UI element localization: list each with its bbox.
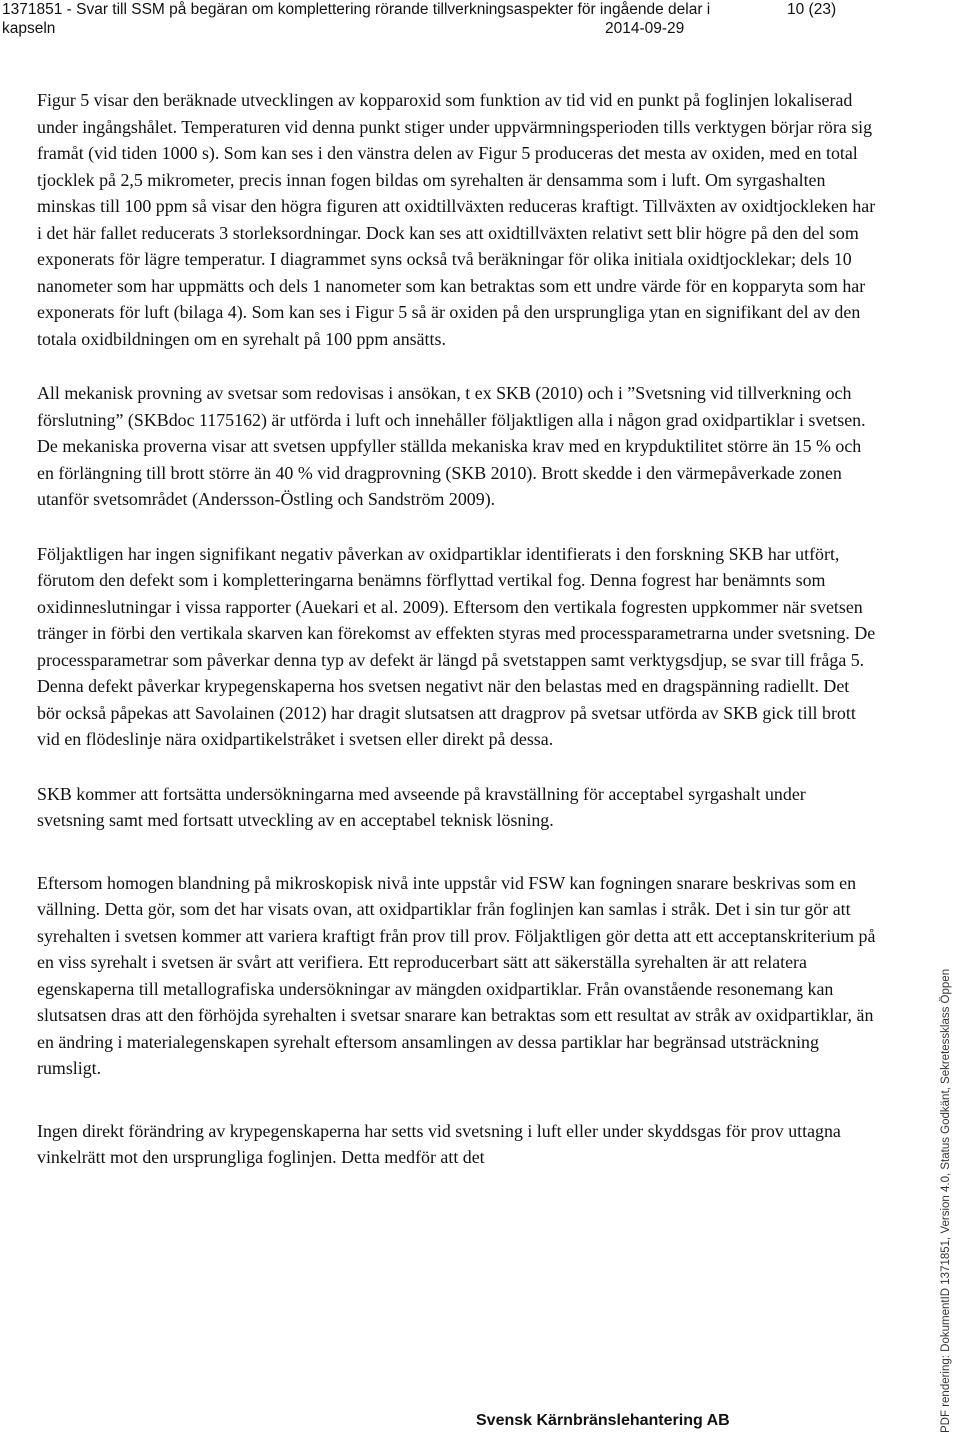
paragraph: All mekanisk provning av svetsar som redovisas i ansökan, t ex SKB (2010) och i ”Svetsning vid tillverkning och förslutning” (SKBdoc 1175162) är utförda i luft och innehåller följaktligen alla i någon grad oxidpartiklar i svetsen. De mekaniska proverna visar att svetsen uppfyller ställda mekaniska krav med en krypduktilitet större än 15 % och en förlängning till brott större än 40 % vid dragprovning (SKB 2010). Brott skedde i den värmepåverkade zonen utanför svetsområdet (Andersson-Östling och Sandström 2009). [37,383,866,509]
page-footer: Svensk Kärnbränslehantering AB [476,1412,730,1429]
paragraph: Ingen direkt förändring av krypegenskaperna har setts vid svetsning i luft eller under skyddsgas för prov uttagna vinkelrätt mot den ursprungliga foglinjen. Detta medför att det [37,1120,841,1167]
paragraph: Följaktligen har ingen signifikant negativ påverkan av oxidpartiklar identifierats i den forskning SKB har utfört, förutom den defekt som i kompletteringarna benämns förflyttad vertikal fog. Denna fogrest har benämnts som oxidinneslutningar i vissa rapporter (Auekari et al. 2009). Eftersom den vertikala fogresten uppkommer när svetsen tränger in förbi den vertikala skarven kan förekomst av effekten styras med processparametrarna under svetsning. De processparametrar som påverkar denna typ av defekt är längd på svetstappen samt verktygsdjup, se svar till fråga 5. Denna defekt påverkar krypegenskaperna hos svetsen negativt när den belastas med en dragspänning radiellt. Det bör också påpekas att Savolainen (2012) har dragit slutsatsen att dragprov på svetsar utförda av SKB gick till brott vid en flödeslinje nära oxidpartikelstråket i svetsen eller direkt på dessa. [37,543,876,749]
document-body [37,87,877,1199]
paragraph: Figur 5 visar den beräknade utvecklingen av kopparoxid som funktion av tid vid en punkt på foglinjen lokaliserad under ingångshålet. Temperaturen vid denna punkt stiger under uppvärmningsperioden tills verktygen börjar röra sig framåt (vid tiden 1000 s). Som kan ses i den vänstra delen av Figur 5 produceras det mesta av oxiden, med en total tjocklek på 2,5 mikrometer, precis innan fogen bildas om syrehalten är densamma som i luft. Om syrgashalten minskas till 100 ppm så visar den högra figuren att oxidtillväxten reduceras kraftigt. Tillväxten av oxidtjockleken har i det här fallet reducerats 3 storleksordningar. Dock kan ses att oxidtillväxten relativt sett blir högre på den del som exponerats för lägre temperatur. I diagrammet syns också två beräkningar för olika initiala oxidtjocklekar; dels 10 nanometer som har uppmätts och dels 1 nanometer som kan betraktas som ett undre värde för en kopparyta som har exponerats för luft (bilaga 4). Som kan ses i Figur 5 så är oxiden på den ursprungliga ytan en signifikant del av den totala oxidbildningen om en syrehalt på 100 ppm ansätts. [37,90,876,349]
page-number: 10 (23) [787,1,837,18]
pdf-rendering-note: PDF rendering: DokumentID 1371851, Version 4.0, Status Godkänt, Sekretessklass Öppen [940,968,952,1433]
paragraph: SKB kommer att fortsätta undersökningarna med avseende på kravställning för acceptabel syrgashalt under svetsning samt med fortsatt utveckling av en acceptabel teknisk lösning. [37,783,806,830]
paragraph: Eftersom homogen blandning på mikroskopisk nivå inte uppstår vid FSW kan fogningen snarare beskrivas som en vällning. Detta gör, som det har visats ovan, att oxidpartiklar från foglinjen kan samlas i stråk. Det i sin tur gör att syrehalten i svetsen kommer att variera kraftigt från prov till prov. Följaktligen gör detta att ett acceptanskriterium på en viss syrehalt i svetsen är svårt att verifiera. Ett reproducerbart sätt att säkerställa syrehalten är att relatera egenskaperna till metallografiska undersökningar av mängden oxidpartiklar. Från ovanstående resonemang kan slutsatsen dras att den förhöjda syrehalten i svetsar snarare kan betraktas som ett resultat av stråk av oxidpartiklar, än en ändring i materialegenskapen syrehalt eftersom ansamlingen av dessa partiklar har begränsad utsträckning rumsligt. [37,872,876,1078]
document-title-continued: kapseln [2,20,56,37]
document-date: 2014-09-29 [605,20,685,37]
document-title: 1371851 - Svar till SSM på begäran om komplettering rörande tillverkningsaspekter för ingående delar i [2,1,711,18]
